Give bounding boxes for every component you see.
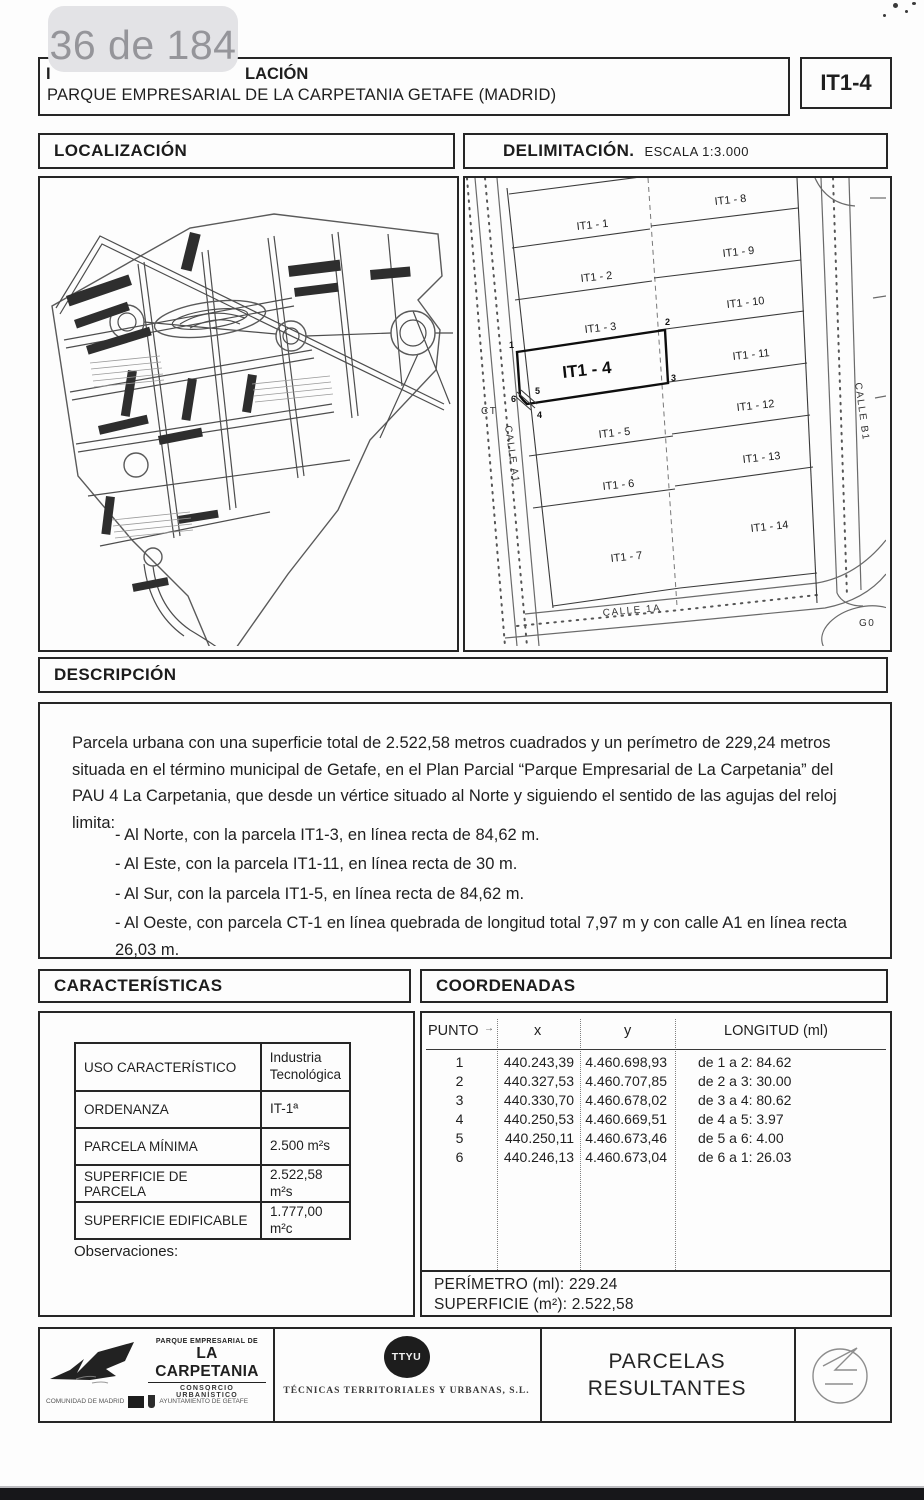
row-value: IT-1ª — [270, 1101, 299, 1117]
parcel-label: IT1 - 9 — [722, 244, 755, 260]
cell-longitud: de 5 a 6: 4.00 — [698, 1130, 784, 1146]
col-x: x — [534, 1023, 542, 1039]
row-label: SUPERFICIE DE PARCELA — [76, 1166, 262, 1201]
descripcion-body — [38, 702, 892, 959]
table-row — [76, 1044, 349, 1092]
delimitacion-header — [463, 133, 888, 169]
caracteristicas-header — [38, 969, 411, 1003]
vertex-2: 2 — [665, 317, 671, 327]
coordenadas-header — [420, 969, 888, 1003]
vertex-4: 4 — [537, 410, 543, 420]
caracteristicas-title: CARACTERÍSTICAS — [54, 976, 223, 995]
footer-cell-parcelas — [540, 1329, 796, 1421]
parcel-label: IT1 - 7 — [610, 549, 643, 565]
parcel-label: IT1 - 14 — [750, 519, 790, 535]
parcelas-line1: PARCELAS — [608, 1349, 726, 1373]
table-row — [422, 1149, 890, 1168]
comunidad-flag-icon — [128, 1396, 144, 1408]
cell-longitud: de 3 a 4: 80.62 — [698, 1092, 792, 1108]
cell-punto: 5 — [455, 1130, 464, 1146]
row-label: USO CARACTERÍSTICO — [76, 1044, 262, 1090]
delimitacion-scale: ESCALA 1:3.000 — [644, 143, 750, 159]
page-indicator — [48, 6, 238, 72]
cell-longitud: de 6 a 1: 26.03 — [698, 1149, 792, 1165]
cell-punto: 2 — [455, 1073, 464, 1089]
coordenadas-body — [420, 1011, 892, 1317]
cell-longitud: de 2 a 3: 30.00 — [698, 1073, 792, 1089]
row-label: ORDENANZA — [76, 1092, 262, 1127]
row-value: 2.500 m²s — [270, 1138, 331, 1154]
table-row — [422, 1130, 890, 1149]
title-line1-prefix: I — [46, 65, 51, 83]
sheet-code: IT1-4 — [820, 70, 872, 95]
consorcio-line2: LA CARPETANIA — [148, 1345, 266, 1383]
cell-punto: 4 — [455, 1111, 464, 1127]
getafe-shield-icon — [148, 1395, 155, 1408]
footer-cell-ttu — [273, 1329, 542, 1421]
title-line2: PARQUE EMPRESARIAL DE LA CARPETANIA GETAFE (MADRID) — [47, 86, 557, 104]
parcel-label-highlight: IT1 - 4 — [561, 357, 613, 382]
footer-cell-consorcio — [40, 1329, 275, 1421]
bullet-norte: - Al Norte, con la parcela IT1-3, en línea recta de 84,62 m. — [115, 826, 540, 844]
vertex-1: 1 — [509, 340, 515, 350]
cell-x: 440.243,39 — [503, 1054, 574, 1070]
parcelas-line2: RESULTANTES — [587, 1377, 747, 1400]
header-rule — [426, 1049, 886, 1050]
cell-punto: 3 — [455, 1092, 464, 1108]
bullet-oeste: - Al Oeste, con parcela CT-1 en línea quebrada de longitud total 7,97 m y con calle A1 en línea recta 26,03 m. — [115, 914, 847, 959]
row-label: SUPERFICIE EDIFICABLE — [76, 1203, 262, 1238]
street-label-calle-b1: CALLE B1 — [852, 381, 872, 442]
parcel-label: IT1 - 10 — [726, 295, 766, 311]
descripcion-header — [38, 657, 888, 693]
table-row — [422, 1092, 890, 1111]
cell-punto: 1 — [455, 1054, 464, 1070]
ink-speck — [905, 10, 908, 13]
consorcio-wordmark — [148, 1338, 266, 1399]
localizacion-header — [38, 133, 455, 169]
parcel-label: IT1 - 5 — [598, 425, 631, 441]
cell-longitud: de 1 a 2: 84.62 — [698, 1054, 792, 1070]
superficie-value: SUPERFICIE (m²): 2.522,58 — [434, 1296, 634, 1313]
carpetania-logo — [46, 1339, 146, 1391]
ink-speck — [912, 2, 916, 5]
delimitacion-title: DELIMITACIÓN. — [503, 141, 635, 160]
ayuntamiento-getafe-label: AYUNTAMIENTO DE GETAFE — [159, 1398, 249, 1405]
caracteristicas-table — [74, 1042, 351, 1240]
descripcion-bullets — [115, 822, 855, 966]
coordenadas-title: COORDENADAS — [436, 976, 576, 995]
parcel-label: IT1 - 2 — [580, 269, 613, 285]
parcel-label: IT1 - 12 — [736, 398, 776, 414]
label-ct: CT — [481, 406, 498, 417]
emblem-icon — [805, 1336, 875, 1410]
bullet-sur: - Al Sur, con la parcela IT1-5, en línea recta de 84,62 m. — [115, 884, 525, 903]
table-row — [76, 1203, 349, 1238]
cell-y: 4.460.673,04 — [585, 1149, 667, 1165]
descripcion-title: DESCRIPCIÓN — [54, 665, 177, 684]
caracteristicas-body — [38, 1011, 415, 1317]
ink-speck — [893, 3, 898, 8]
summary-rule — [422, 1270, 890, 1272]
table-row — [422, 1054, 890, 1073]
roundabouts — [110, 305, 435, 566]
cell-x: 440.330,70 — [503, 1092, 574, 1108]
delimitacion-map-box — [463, 176, 892, 652]
table-row — [422, 1111, 890, 1130]
col-longitud: LONGITUD (ml) — [724, 1023, 828, 1039]
sheet-code-box — [800, 57, 892, 109]
road-lines — [56, 232, 453, 646]
row-value: 2.522,58 m²s — [270, 1166, 323, 1199]
row-value: 1.777,00 m²c — [270, 1203, 323, 1236]
punto-arrow-icon: → — [484, 1023, 494, 1034]
cell-x: 440.250,11 — [504, 1130, 574, 1146]
vertex-6: 6 — [511, 394, 517, 404]
parcel-grid — [507, 178, 817, 608]
row-value: Industria Tecnológica — [269, 1050, 341, 1082]
cell-x: 440.327,53 — [503, 1073, 574, 1089]
parcel-label: IT1 - 13 — [742, 450, 782, 466]
cell-y: 4.460.669,51 — [585, 1111, 667, 1127]
localizacion-title: LOCALIZACIÓN — [54, 141, 188, 160]
parcel-label: IT1 - 8 — [714, 192, 747, 208]
cell-longitud: de 4 a 5: 3.97 — [698, 1111, 784, 1127]
perimetro-value: PERÍMETRO (ml): 229.24 — [434, 1276, 618, 1293]
parcel-label: IT1 - 11 — [732, 347, 771, 363]
descripcion-paragraph: Parcela urbana con una superficie total de 2.522,58 metros cuadrados y un perímetro de 229,24 metros situada en el término municipal de Getafe, en el Plan Parcial “Parque Empresarial de La Carpetania” del PAU 4 La Carpetania, que desde un vértice situado al Norte y siguiendo el sentido de las agujas del reloj limita: — [72, 734, 837, 833]
ink-speck — [883, 14, 886, 17]
street-label-calle-a1: CALLE A1 — [502, 424, 522, 485]
central-oval — [152, 294, 268, 343]
vertex-3: 3 — [671, 373, 677, 383]
table-row — [76, 1166, 349, 1203]
delimitacion-map — [465, 178, 886, 646]
localizacion-map-box — [38, 176, 459, 652]
cell-y: 4.460.707,85 — [585, 1073, 667, 1089]
street-lines — [467, 178, 886, 646]
parcel-label: IT1 - 1 — [576, 217, 609, 233]
ttu-name: TÉCNICAS TERRITORIALES Y URBANAS, S.L. — [283, 1386, 530, 1396]
bullet-este: - Al Este, con la parcela IT1-11, en línea recta de 30 m. — [115, 855, 518, 874]
label-g0: G0 — [859, 618, 876, 629]
vertex-5: 5 — [535, 386, 541, 396]
page-indicator-label: 36 de 184 — [49, 21, 237, 68]
col-y: y — [624, 1023, 632, 1039]
ttu-logo: TTYU — [384, 1336, 430, 1378]
observaciones-label: Observaciones: — [74, 1243, 179, 1260]
col-punto: PUNTO — [428, 1023, 479, 1039]
parcel-label: IT1 - 3 — [584, 320, 617, 336]
consorcio-line3: CONSORCIO URBANÍSTICO — [176, 1385, 238, 1399]
table-row — [76, 1129, 349, 1166]
cell-y: 4.460.698,93 — [585, 1054, 667, 1070]
cell-y: 4.460.673,46 — [585, 1130, 667, 1146]
cell-y: 4.460.678,02 — [585, 1092, 667, 1108]
cell-x: 440.246,13 — [503, 1149, 574, 1165]
parcel-label: IT1 - 6 — [602, 477, 635, 493]
footer-cell-emblem — [794, 1329, 886, 1421]
viewer-bottom-bar — [0, 1488, 924, 1500]
comunidad-madrid-label: COMUNIDAD DE MADRID — [46, 1398, 125, 1405]
footer-box — [38, 1327, 892, 1423]
cell-punto: 6 — [455, 1149, 464, 1165]
institutions-row — [46, 1395, 271, 1408]
title-line1: LACIÓN — [245, 65, 309, 83]
table-row — [76, 1092, 349, 1129]
row-label: PARCELA MÍNIMA — [76, 1129, 262, 1164]
table-row — [422, 1073, 890, 1092]
consorcio-line1: PARQUE EMPRESARIAL DE — [155, 1338, 259, 1345]
cell-x: 440.250,53 — [503, 1111, 574, 1127]
street-label-calle-1a: CALLE 1A — [602, 602, 662, 619]
localizacion-map — [40, 178, 453, 646]
